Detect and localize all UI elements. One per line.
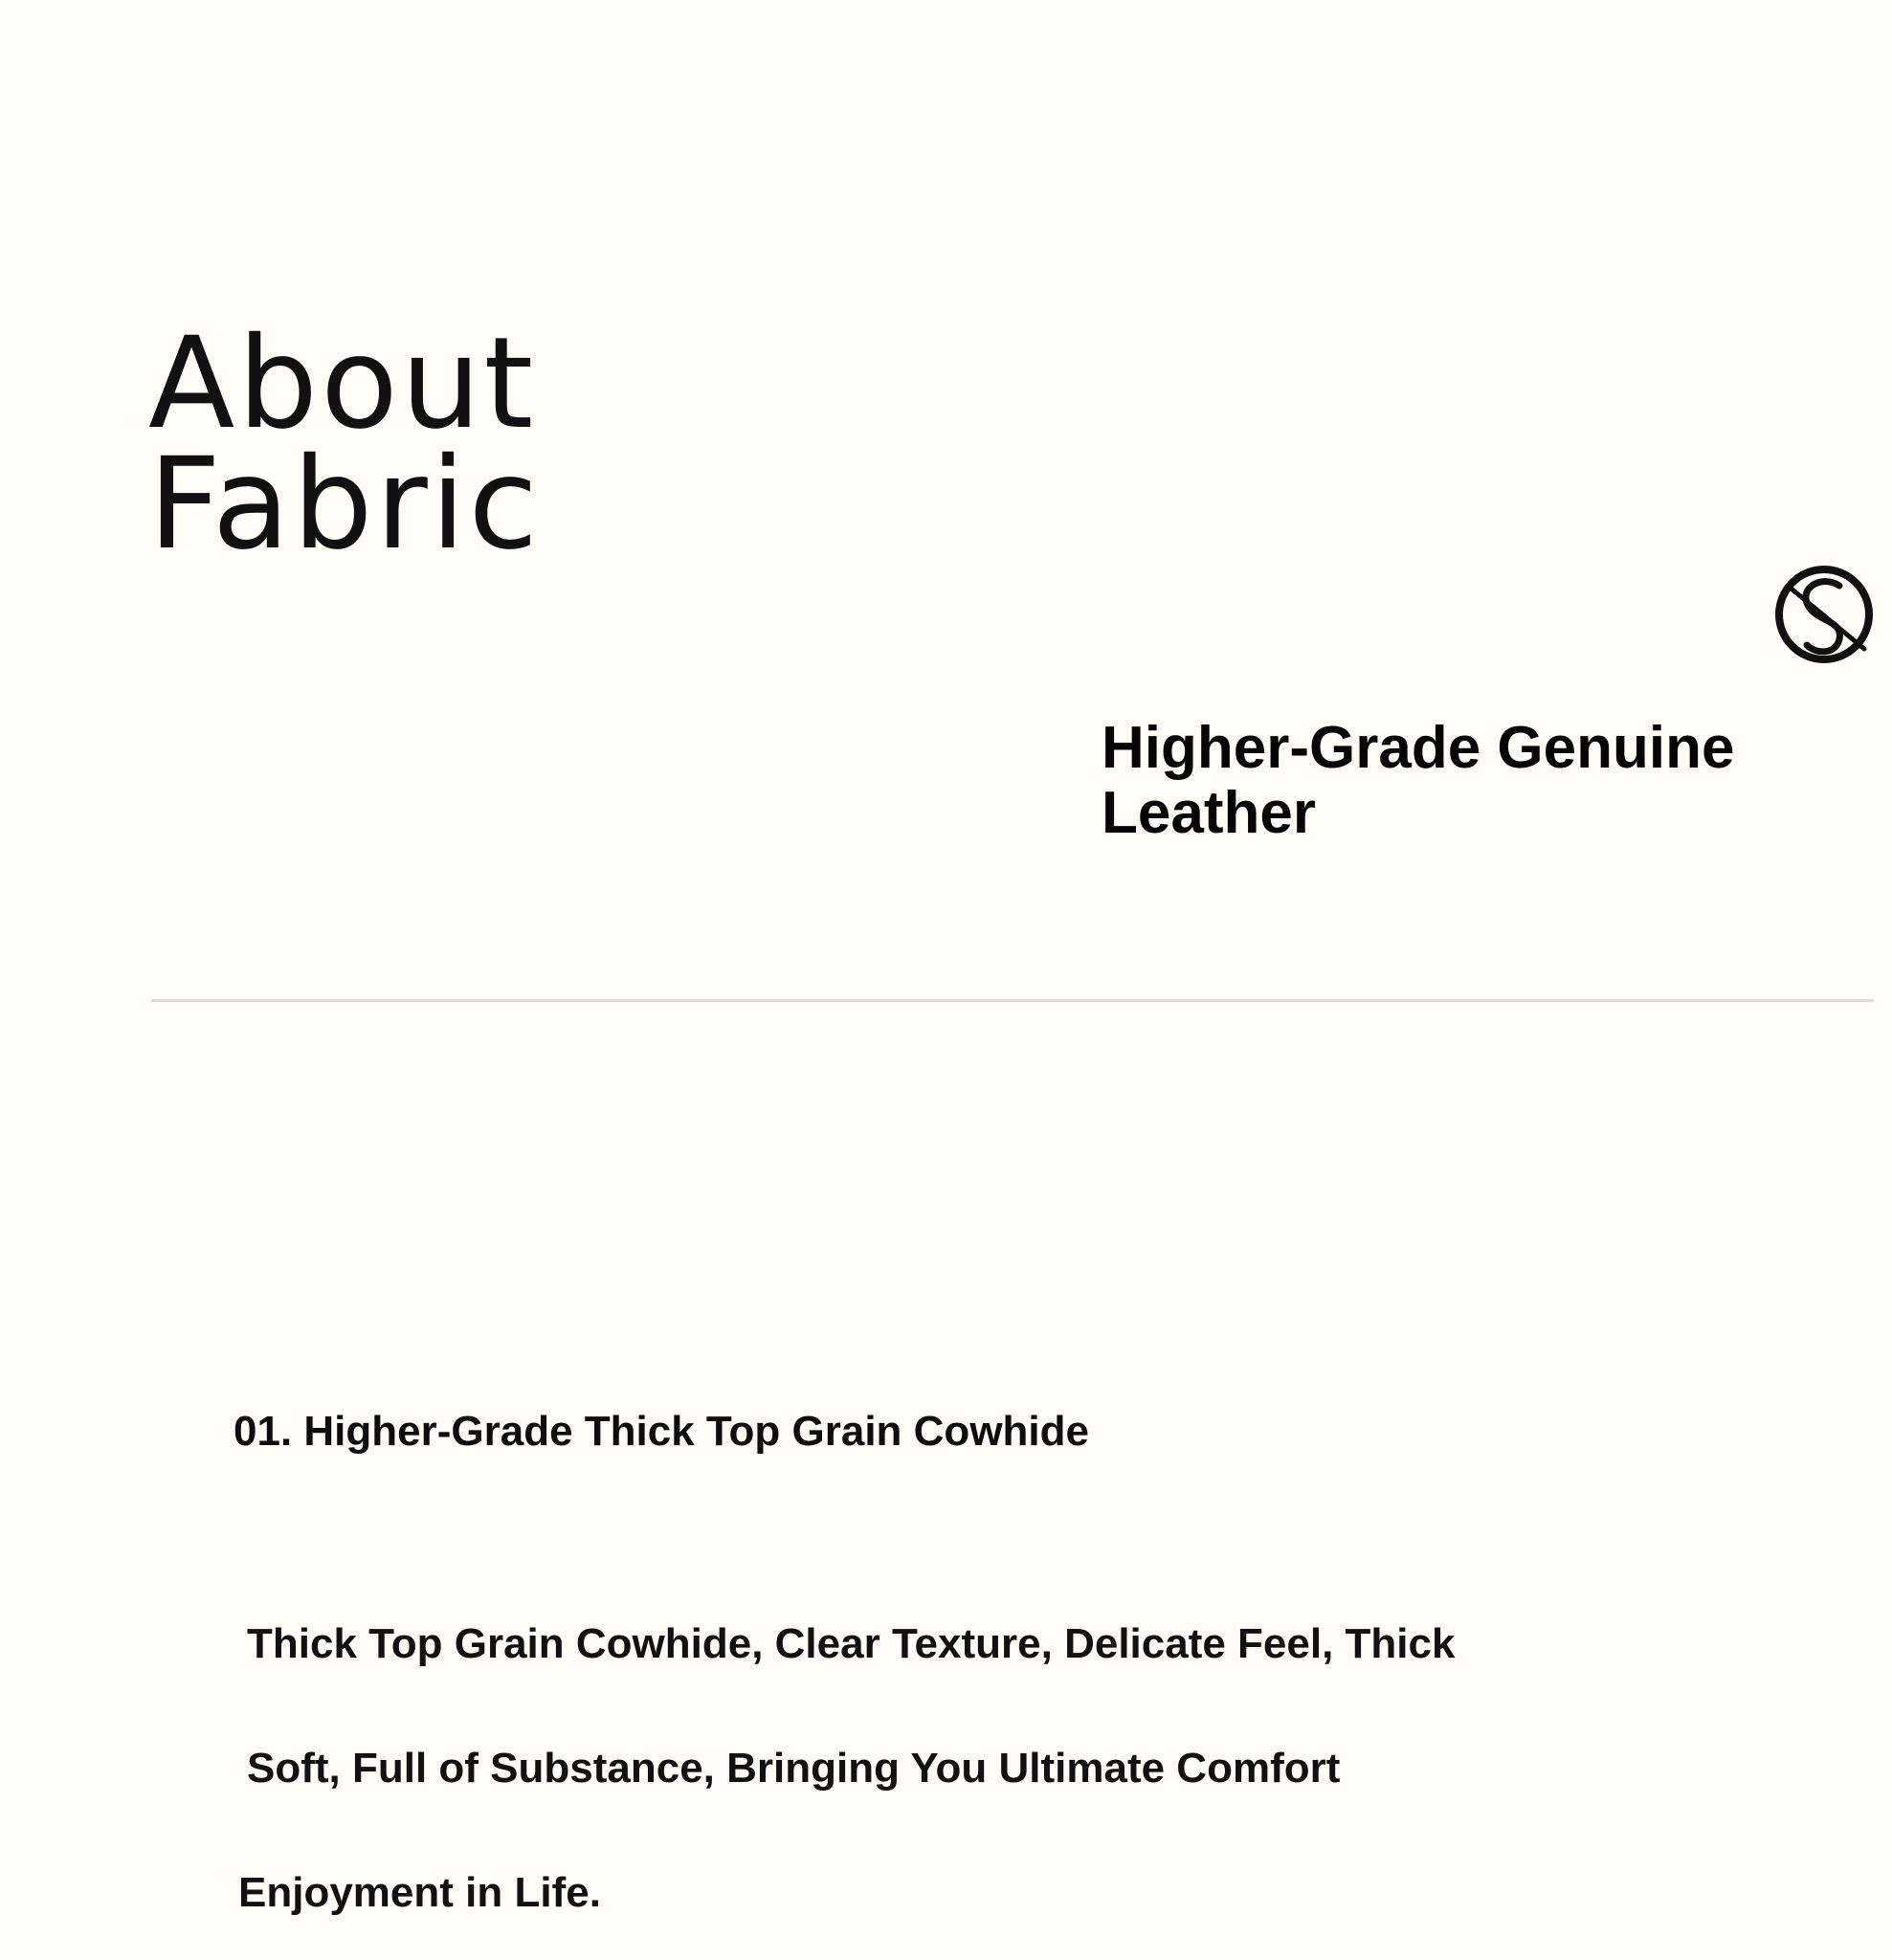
section-title-line-1: About (148, 310, 537, 457)
section-title-line-2: Fabric (148, 431, 542, 578)
feature-description-line-1: Thick Top Grain Cowhide, Clear Texture, Delicate Feel, Thick (247, 1620, 1456, 1667)
product-title-line-1: Higher-Grade Genuine (1102, 715, 1735, 781)
section-divider (151, 999, 1874, 1002)
circled-s-logo-icon (1772, 563, 1876, 666)
feature-description-line-2: Soft, Full of Substance, Bringing You Ultimate Comfort (247, 1745, 1341, 1792)
section-title (148, 310, 542, 578)
product-title-line-2: Leather (1102, 780, 1316, 846)
product-title (1102, 716, 1829, 846)
feature-heading: 01. Higher-Grade Thick Top Grain Cowhide (234, 1408, 1089, 1455)
feature-description-line-3: Enjoyment in Life. (238, 1869, 601, 1916)
